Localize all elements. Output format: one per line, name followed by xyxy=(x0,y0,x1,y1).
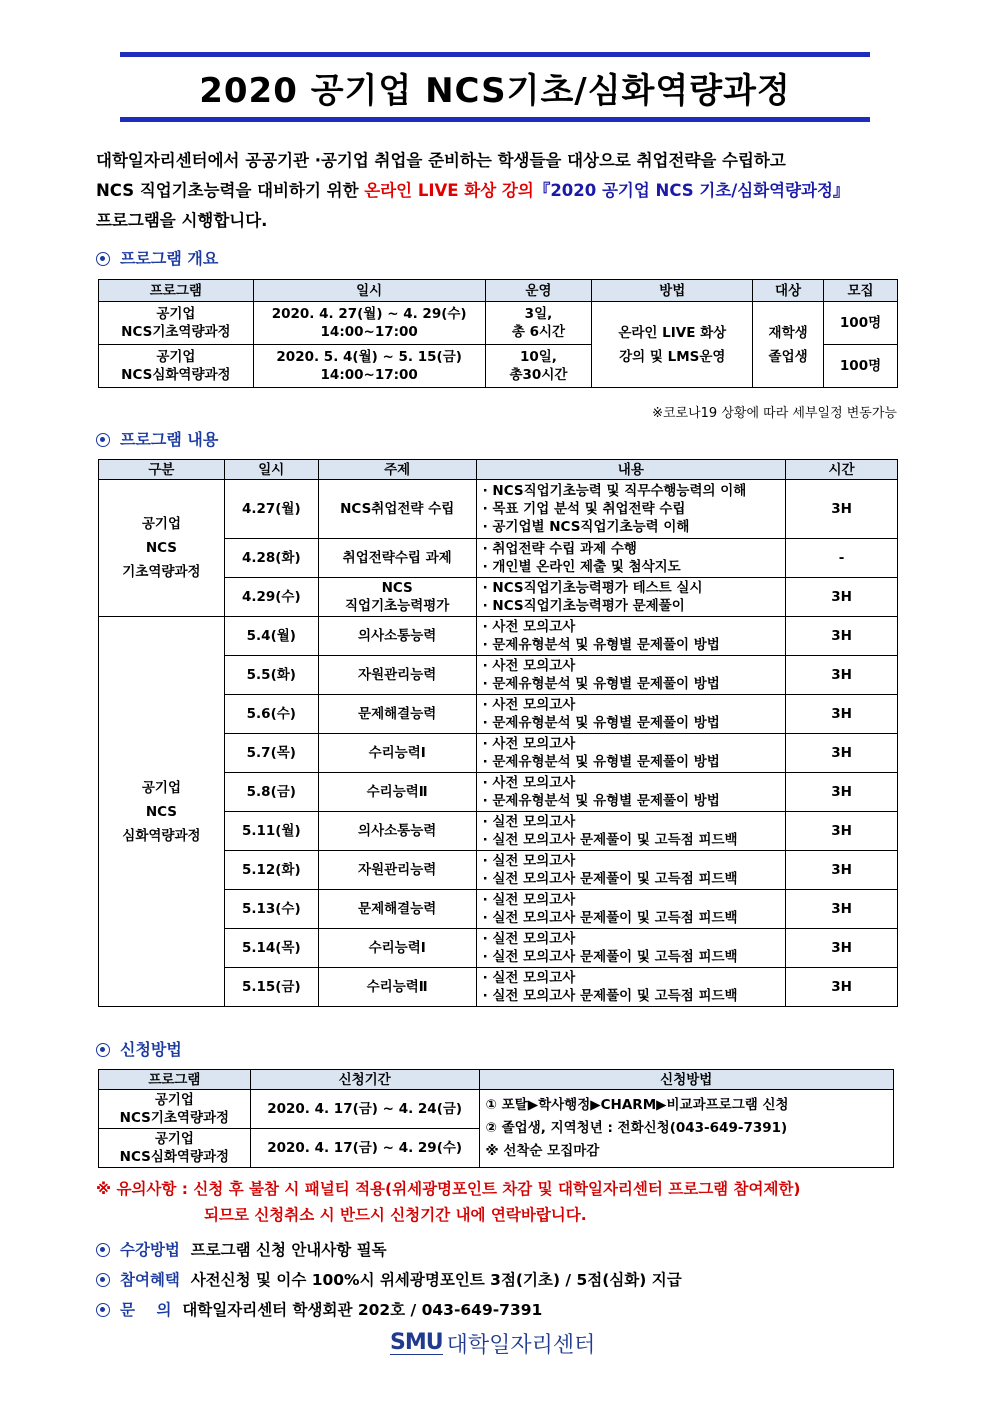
overview-target: 재학생 졸업생 xyxy=(753,302,824,388)
title-box xyxy=(120,52,870,122)
apply-period: 2020. 4. 17(금) ~ 4. 24(금) xyxy=(250,1090,479,1129)
content-item: · 취업전략 수립 과제 수행 xyxy=(482,541,637,557)
intro-line-2: NCS 직업기초능력을 대비하기 위한 온라인 LIVE 화상 강의『2020 공기업 NCS 기초/심화역량과정』 xyxy=(96,181,850,200)
info-text: 사전신청 및 이수 100%시 위세광명포인트 3점(기초) / 5점(심화) 지급 xyxy=(190,1271,682,1289)
session-topic: 수리능력Ⅱ xyxy=(318,773,476,812)
apply-method-item: ※ 선착순 모집마감 xyxy=(485,1143,600,1159)
content-item: · 개인별 온라인 제출 및 첨삭지도 xyxy=(482,559,681,575)
session-hours: - xyxy=(786,539,898,578)
session-hours: 3H xyxy=(786,617,898,656)
content-item: · 실전 모의고사 문제풀이 및 고득점 피드백 xyxy=(482,832,738,848)
content-item: · 실전 모의고사 문제풀이 및 고득점 피드백 xyxy=(482,949,738,965)
overview-ops: 3일, 총 6시간 xyxy=(485,302,592,345)
content-item: · NCS직업기초능력평가 문제풀이 xyxy=(482,598,685,614)
session-topic: 의사소통능력 xyxy=(318,617,476,656)
content-item: · 문제유형분석 및 유형별 문제풀이 방법 xyxy=(482,793,720,809)
info-text: 대학일자리센터 학생회관 202호 / 043-649-7391 xyxy=(182,1301,543,1319)
content-item: · NCS직업기초능력평가 테스트 실시 xyxy=(482,580,703,596)
content-item: · 목표 기업 분석 및 취업전략 수립 xyxy=(482,501,686,517)
session-topic: 의사소통능력 xyxy=(318,812,476,851)
overview-table xyxy=(98,279,898,388)
session-date: 4.28(화) xyxy=(224,539,318,578)
session-date: 5.4(월) xyxy=(224,617,318,656)
overview-header: 모집 xyxy=(824,280,898,302)
center-name: 대학일자리센터 xyxy=(446,1333,596,1358)
content-item: · 실전 모의고사 xyxy=(482,970,576,986)
overview-ops: 10일, 총30시간 xyxy=(485,345,592,388)
warning-notice xyxy=(96,1176,801,1228)
table-row xyxy=(99,617,898,656)
session-content xyxy=(476,578,786,617)
info-row-contact xyxy=(96,1298,542,1320)
content-item: · 문제유형분석 및 유형별 문제풀이 방법 xyxy=(482,637,720,653)
apply-methods xyxy=(479,1090,894,1168)
info-row-benefit xyxy=(96,1268,682,1290)
session-content xyxy=(476,617,786,656)
session-date: 4.27(월) xyxy=(224,480,318,539)
bullet-icon xyxy=(96,1243,110,1257)
content-header: 주제 xyxy=(318,460,476,480)
content-header: 구분 xyxy=(99,460,225,480)
bullet-icon xyxy=(96,1273,110,1287)
session-hours: 3H xyxy=(786,773,898,812)
session-content xyxy=(476,656,786,695)
info-label: 참여혜택 xyxy=(120,1271,180,1289)
session-content xyxy=(476,773,786,812)
session-hours: 3H xyxy=(786,968,898,1007)
session-date: 4.29(수) xyxy=(224,578,318,617)
session-topic: 수리능력Ⅱ xyxy=(318,968,476,1007)
overview-header: 방법 xyxy=(592,280,753,302)
content-item: · 실전 모의고사 xyxy=(482,853,576,869)
session-date: 5.8(금) xyxy=(224,773,318,812)
content-table xyxy=(98,459,898,1007)
content-item: · 실전 모의고사 xyxy=(482,892,576,908)
content-item: · 실전 모의고사 xyxy=(482,814,576,830)
content-item: · 문제유형분석 및 유형별 문제풀이 방법 xyxy=(482,676,720,692)
session-hours: 3H xyxy=(786,578,898,617)
session-hours: 3H xyxy=(786,929,898,968)
intro-line-3: 프로그램을 시행합니다. xyxy=(96,211,268,230)
apply-program: 공기업 NCS심화역량과정 xyxy=(99,1129,251,1168)
content-item: · 사전 모의고사 xyxy=(482,658,576,674)
content-item: · 사전 모의고사 xyxy=(482,775,576,791)
overview-header: 운영 xyxy=(485,280,592,302)
session-date: 5.14(목) xyxy=(224,929,318,968)
content-header: 일시 xyxy=(224,460,318,480)
course-group: 공기업 NCS 심화역량과정 xyxy=(99,617,225,1007)
apply-table xyxy=(98,1069,894,1168)
section-overview-heading: 프로그램 개요 xyxy=(96,246,218,269)
content-item: · 실전 모의고사 문제풀이 및 고득점 피드백 xyxy=(482,988,738,1004)
content-item: · 문제유형분석 및 유형별 문제풀이 방법 xyxy=(482,715,720,731)
bullet-icon xyxy=(96,252,110,266)
session-content xyxy=(476,695,786,734)
session-hours: 3H xyxy=(786,480,898,539)
content-item: · 사전 모의고사 xyxy=(482,736,576,752)
course-group: 공기업 NCS 기초역량과정 xyxy=(99,480,225,617)
apply-header: 신청방법 xyxy=(479,1070,894,1090)
info-label: 수강방법 xyxy=(120,1241,180,1259)
overview-header: 일시 xyxy=(253,280,485,302)
bullet-icon xyxy=(96,433,110,447)
content-header: 시간 xyxy=(786,460,898,480)
session-topic: 자원관리능력 xyxy=(318,851,476,890)
session-content xyxy=(476,851,786,890)
session-topic: NCS 직업기초능력평가 xyxy=(318,578,476,617)
session-hours: 3H xyxy=(786,890,898,929)
warning-line-1: ※ 유의사항 : 신청 후 불참 시 패널티 적용(위세광명포인트 차감 및 대학일자리센터 프로그램 참여제한) xyxy=(96,1180,801,1198)
page-title: 2020 공기업 NCS기초/심화역량과정 xyxy=(199,70,791,111)
session-hours: 3H xyxy=(786,851,898,890)
session-hours: 3H xyxy=(786,656,898,695)
session-hours: 3H xyxy=(786,695,898,734)
session-content xyxy=(476,480,786,539)
bullet-icon xyxy=(96,1303,110,1317)
session-topic: 수리능력Ⅰ xyxy=(318,929,476,968)
session-topic: 문제해결능력 xyxy=(318,695,476,734)
smu-logo-mark: SMU xyxy=(390,1330,443,1355)
warning-line-2: 되므로 신청취소 시 반드시 신청기간 내에 연락바랍니다. xyxy=(204,1206,587,1224)
intro-highlight-red: 온라인 LIVE 화상 강의 xyxy=(364,181,534,200)
content-item: · NCS직업기초능력 및 직무수행능력의 이해 xyxy=(482,483,747,499)
apply-program: 공기업 NCS기초역량과정 xyxy=(99,1090,251,1129)
apply-header: 신청기간 xyxy=(250,1070,479,1090)
content-item: · 공기업별 NCS직업기초능력 이해 xyxy=(482,519,690,535)
table-row xyxy=(99,480,898,539)
content-item: · 문제유형분석 및 유형별 문제풀이 방법 xyxy=(482,754,720,770)
content-header: 내용 xyxy=(476,460,786,480)
overview-header: 대상 xyxy=(753,280,824,302)
session-content xyxy=(476,890,786,929)
schedule-note: ※코로나19 상황에 따라 세부일정 변동가능 xyxy=(652,406,897,421)
apply-header: 프로그램 xyxy=(99,1070,251,1090)
overview-method: 온라인 LIVE 화상 강의 및 LMS운영 xyxy=(592,302,753,388)
session-date: 5.15(금) xyxy=(224,968,318,1007)
session-date: 5.5(화) xyxy=(224,656,318,695)
session-content xyxy=(476,968,786,1007)
overview-date: 2020. 5. 4(월) ~ 5. 15(금) 14:00~17:00 xyxy=(253,345,485,388)
content-item: · 실전 모의고사 문제풀이 및 고득점 피드백 xyxy=(482,910,738,926)
session-date: 5.12(화) xyxy=(224,851,318,890)
info-text: 프로그램 신청 안내사항 필독 xyxy=(190,1241,387,1259)
info-row-course xyxy=(96,1238,387,1260)
overview-program: 공기업 NCS심화역량과정 xyxy=(99,345,254,388)
intro-line-1: 대학일자리센터에서 공공기관 ·공기업 취업을 준비하는 학생들을 대상으로 취업전략을 수립하고 xyxy=(96,151,786,170)
content-item: · 사전 모의고사 xyxy=(482,697,576,713)
session-content xyxy=(476,812,786,851)
session-date: 5.11(월) xyxy=(224,812,318,851)
intro-paragraph xyxy=(96,146,901,236)
session-date: 5.13(수) xyxy=(224,890,318,929)
section-apply-heading: 신청방법 xyxy=(96,1037,182,1060)
session-hours: 3H xyxy=(786,812,898,851)
overview-recruit: 100명 xyxy=(824,302,898,345)
session-topic: 문제해결능력 xyxy=(318,890,476,929)
session-content xyxy=(476,929,786,968)
section-content-heading: 프로그램 내용 xyxy=(96,427,218,450)
session-hours: 3H xyxy=(786,734,898,773)
session-topic: 취업전략수립 과제 xyxy=(318,539,476,578)
apply-method-item: ① 포탈▶학사행정▶CHARM▶비교과프로그램 신청 xyxy=(485,1097,789,1113)
overview-header: 프로그램 xyxy=(99,280,254,302)
intro-highlight-blue: 『2020 공기업 NCS 기초/심화역량과정』 xyxy=(533,181,850,200)
apply-method-item: ② 졸업생, 지역청년 : 전화신청(043-649-7391) xyxy=(485,1120,788,1136)
overview-program: 공기업 NCS기초역량과정 xyxy=(99,302,254,345)
info-label: 문 의 xyxy=(120,1301,172,1319)
content-item: · 실전 모의고사 xyxy=(482,931,576,947)
content-item: · 실전 모의고사 문제풀이 및 고득점 피드백 xyxy=(482,871,738,887)
center-logo xyxy=(390,1328,595,1359)
content-item: · 사전 모의고사 xyxy=(482,619,576,635)
overview-recruit: 100명 xyxy=(824,345,898,388)
session-content xyxy=(476,539,786,578)
session-date: 5.7(목) xyxy=(224,734,318,773)
overview-date: 2020. 4. 27(월) ~ 4. 29(수) 14:00~17:00 xyxy=(253,302,485,345)
bullet-icon xyxy=(96,1043,110,1057)
session-content xyxy=(476,734,786,773)
session-topic: 자원관리능력 xyxy=(318,656,476,695)
session-topic: NCS취업전략 수립 xyxy=(318,480,476,539)
apply-period: 2020. 4. 17(금) ~ 4. 29(수) xyxy=(250,1129,479,1168)
session-date: 5.6(수) xyxy=(224,695,318,734)
session-topic: 수리능력Ⅰ xyxy=(318,734,476,773)
